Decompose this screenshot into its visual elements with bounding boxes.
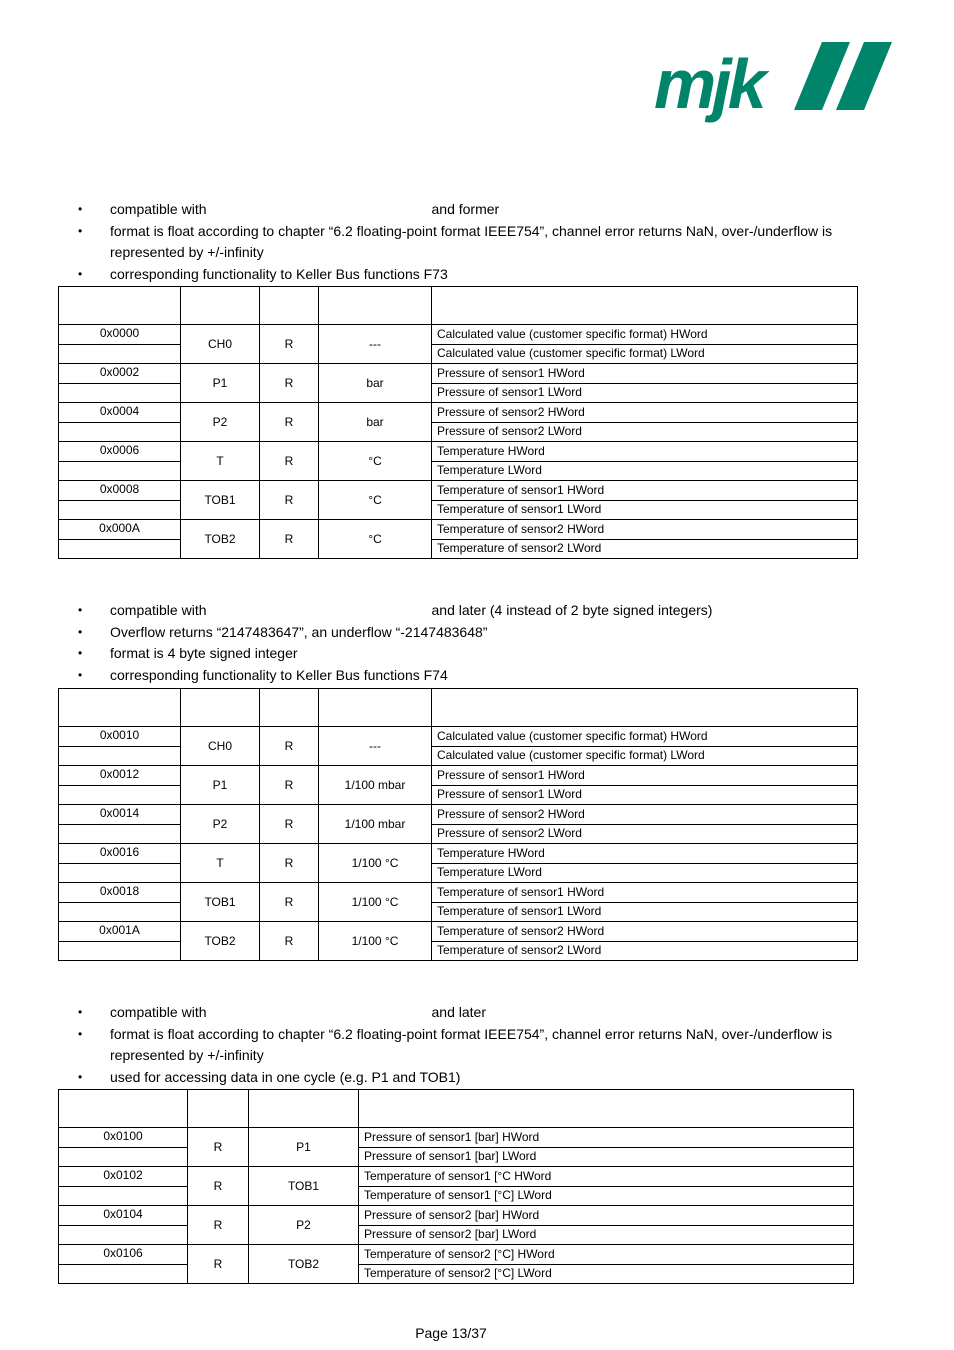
- table-row: 0x0000 CH0 R --- Calculated value (customer specific format) HWord: [59, 325, 858, 345]
- section2-bullets: [58, 600, 858, 686]
- table-row: 0x0012 P1 R 1/100 mbar Pressure of sensor1 HWord: [59, 766, 858, 786]
- list-item: • used for accessing data in one cycle (e.g. P1 and TOB1): [58, 1067, 858, 1089]
- table-row: Calculated value (customer specific format) LWord: [59, 344, 858, 364]
- table-row: Pressure of sensor1 [bar] LWord: [59, 1147, 854, 1167]
- table-row: 0x0014 P2 R 1/100 mbar Pressure of sensor2 HWord: [59, 805, 858, 825]
- register-table-2: [58, 688, 858, 961]
- table-header-row: [59, 1090, 854, 1128]
- table-header-row: [59, 287, 858, 325]
- mjk-logo: [652, 40, 898, 132]
- list-item: • format is 4 byte signed integer: [58, 643, 858, 665]
- list-item: • format is float according to chapter “6.2 floating-point format IEEE754”, channel error returns NaN, over-/underflow is represented by +/-infinity: [58, 1024, 858, 1067]
- list-item: • Overflow returns “2147483647”, an underflow “-2147483648”: [58, 622, 858, 644]
- table-row: 0x0104 R P2 Pressure of sensor2 [bar] HWord: [59, 1206, 854, 1226]
- table-row: Temperature of sensor1 [°C] LWord: [59, 1186, 854, 1206]
- table-row: 0x0002 P1 R bar Pressure of sensor1 HWord: [59, 364, 858, 384]
- table-row: Temperature LWord: [59, 863, 858, 883]
- list-item: • compatible with and former: [58, 199, 858, 221]
- table-row: Temperature LWord: [59, 461, 858, 481]
- list-item: • compatible with and later: [58, 1002, 858, 1024]
- table-row: Temperature of sensor1 LWord: [59, 902, 858, 922]
- table-row: Temperature of sensor2 LWord: [59, 941, 858, 961]
- table-row: Calculated value (customer specific format) LWord: [59, 746, 858, 766]
- table-row: Pressure of sensor1 LWord: [59, 785, 858, 805]
- table-header-row: [59, 689, 858, 727]
- register-table-1: [58, 286, 858, 559]
- table-row: Pressure of sensor2 LWord: [59, 824, 858, 844]
- list-item: • format is float according to chapter “6.2 floating-point format IEEE754”, channel error returns NaN, over-/underflow is represented by +/-infinity: [58, 221, 858, 264]
- table-row: Pressure of sensor2 LWord: [59, 422, 858, 442]
- table-row: 0x000A TOB2 R °C Temperature of sensor2 HWord: [59, 520, 858, 540]
- section3-bullets: [58, 1002, 858, 1088]
- table-row: 0x0100 R P1 Pressure of sensor1 [bar] HWord: [59, 1128, 854, 1148]
- section1-bullets: [58, 199, 858, 285]
- table-row: 0x0016 T R 1/100 °C Temperature HWord: [59, 844, 858, 864]
- list-item: • corresponding functionality to Keller Bus functions F73: [58, 264, 858, 286]
- table-row: 0x0102 R TOB1 Temperature of sensor1 [°C HWord: [59, 1167, 854, 1187]
- logo-text: mjk: [654, 45, 763, 123]
- table-row: Temperature of sensor2 [°C] LWord: [59, 1264, 854, 1284]
- table-row: 0x001A TOB2 R 1/100 °C Temperature of sensor2 HWord: [59, 922, 858, 942]
- table-row: 0x0006 T R °C Temperature HWord: [59, 442, 858, 462]
- table-row: 0x0018 TOB1 R 1/100 °C Temperature of sensor1 HWord: [59, 883, 858, 903]
- list-item: • corresponding functionality to Keller Bus functions F74: [58, 665, 858, 687]
- table-row: 0x0106 R TOB2 Temperature of sensor2 [°C] HWord: [59, 1245, 854, 1265]
- list-item: • compatible with and later (4 instead of 2 byte signed integers): [58, 600, 858, 622]
- table-row: Temperature of sensor1 LWord: [59, 500, 858, 520]
- page-number: Page 13/37: [415, 1325, 487, 1341]
- table-row: 0x0004 P2 R bar Pressure of sensor2 HWord: [59, 403, 858, 423]
- table-row: Pressure of sensor2 [bar] LWord: [59, 1225, 854, 1245]
- register-table-3: [58, 1089, 854, 1284]
- table-row: Temperature of sensor2 LWord: [59, 539, 858, 559]
- table-row: Pressure of sensor1 LWord: [59, 383, 858, 403]
- table-row: 0x0008 TOB1 R °C Temperature of sensor1 HWord: [59, 481, 858, 501]
- table-row: 0x0010 CH0 R --- Calculated value (customer specific format) HWord: [59, 727, 858, 747]
